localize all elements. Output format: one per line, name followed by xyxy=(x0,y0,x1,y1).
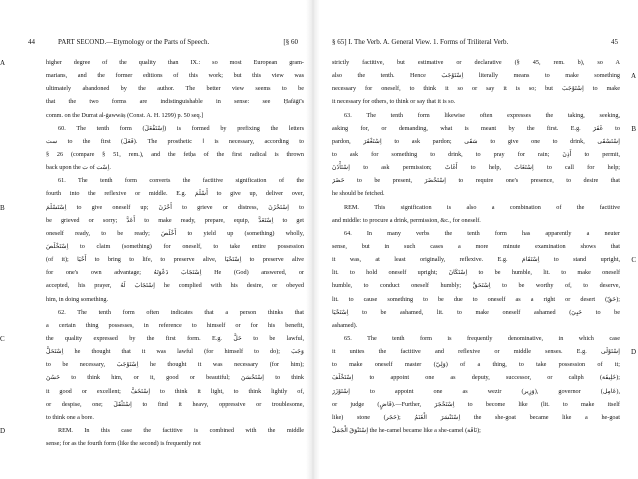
left-page-body xyxy=(46,56,304,450)
margin-letter: C xyxy=(631,256,636,265)
text-line: اِسْتَخْلَصَ to claim (something) for oneself, to take entire possession xyxy=(46,242,304,250)
text-line: marians, and the former editions of this work; but this view was xyxy=(46,72,304,80)
text-line: to ask for something to drink, to pray for rain; أَذِنَ to permit, xyxy=(332,150,620,158)
right-running-title: § 65] I. The Verb. A. General View. 1. Forms of Triliteral Verb. xyxy=(332,38,509,46)
text-line: ست to the first (فَعَلَ). The prosthetic ا is necessary, according to xyxy=(46,137,304,145)
text-line: اِسْتَخْلَفَ to appoint one as deputy, successor, or caliph (خَلِيفَة); xyxy=(332,374,620,382)
text-line: it necessary for others, to think or say that it is so. xyxy=(332,98,456,106)
text-line: اِسْتَأْذَنَ to ask permission; أَغَاثَ to help, اِسْتَغَاثَ to call for help; xyxy=(332,164,620,172)
margin-letter: B xyxy=(0,203,5,212)
text-line: lit. to hold oneself upright; اِسْتَكَانَ to be humble, lit. to make oneself xyxy=(332,269,620,277)
text-line: to think one a bore. xyxy=(46,413,94,421)
left-section-ref: [§ 60 xyxy=(283,38,298,46)
text-line: it was, at least originally, reflexive. E.g. اِسْتَقَامَ to stand upright, xyxy=(332,256,620,264)
right-page-body xyxy=(332,56,620,437)
text-line: REM. In this case the factitive is combined with the middle xyxy=(58,426,304,434)
text-line: sense; for as the fourth form (like the second) is frequently not xyxy=(46,440,201,448)
text-line: § 26 (compare § 51, rem.), and the fetḥa of the first radical is thrown xyxy=(46,150,304,158)
text-line: ashamed). xyxy=(332,321,358,329)
text-line: (of it); أَحْيَا to bring to life, to preserve alive, اِسْتَحْيَا to preserve alive xyxy=(46,256,304,264)
text-line: be grieved or sorry; أَعَدَّ to make ready, prepare, equip, اِسْتَعَدَّ to get xyxy=(46,216,304,224)
margin-letter: A xyxy=(630,72,636,81)
text-line: 65. The tenth form is frequently denominative, in which case xyxy=(344,334,620,342)
text-line: him, in doing something. xyxy=(46,295,109,303)
text-line: like) stone (حَجَر); اِسْتَنْسَرَ الْغَنَمُ the she-goat became like a he-goat xyxy=(332,413,620,421)
text-line: or judge (قَاضٍ).—Further, اِسْتَحْجَرَ to become like (lit. to make itself xyxy=(332,400,620,408)
book-gutter xyxy=(306,0,320,479)
text-line: asking for, or demanding, what is meant by the first. E.g. غَفَرَ to xyxy=(332,124,620,132)
right-page-number: 45 xyxy=(611,38,618,46)
text-line: he should be fetched. xyxy=(332,190,385,198)
text-line: 63. The tenth form likewise often expresses the taking, seeking, xyxy=(344,111,620,119)
text-line: humble, to conduct oneself humbly; اِسْتَحَقَّ to be worthy of, to deserve, xyxy=(332,282,620,290)
text-line: or despise, one; اِسْتَثْقَلَ to find it heavy, oppressive or troublesome, xyxy=(46,400,304,408)
text-line: necessary for oneself, to think it so or say it is so; but اِسْتَوْجَبَ to make xyxy=(332,85,620,93)
text-line: accepted, his prayer, اِسْتَجَابَ لَهُ he complied with his desire, or obeyed xyxy=(46,282,304,290)
text-line: fourth into the reflexive or middle. E.g. أَسْلَمَ to give up, deliver over, xyxy=(46,190,304,198)
text-line: it good or excellent; اِسْتَخَفَّ to think it light, to think lightly of, xyxy=(46,387,304,395)
text-line: that the two forms are indistinguishable in sense: see Ḥafāġī's xyxy=(46,98,304,106)
text-line: comm. on the Durrat al-ġawwāṣ (Const. A. H. 1299) p. 50 seq.] xyxy=(46,111,204,119)
text-line: 60. The tenth form (اِسْتَفْعَلَ) is formed by prefixing the letters xyxy=(58,124,304,132)
text-line: a certain thing possesses, in reference to himself or for his benefit, xyxy=(46,321,304,329)
left-page xyxy=(0,0,306,479)
text-line: and middle: to procure a drink, permission, &c., for oneself. xyxy=(332,216,481,224)
text-line: also the tenth. Hence اِسْتَوْجَبَ literally means to make something xyxy=(332,72,620,80)
margin-letter: D xyxy=(630,348,636,357)
text-line: حَسُنَ to think him, or it, good or beautiful; اِسْتَحْسَنَ to think xyxy=(46,374,304,382)
text-line: the quality expressed by the first form. E.g. حَلَّ to be lawful, xyxy=(46,334,304,342)
text-line: حَضَرَ to be present, اِسْتَحْضَرَ to require one's presence, to desire that xyxy=(332,177,620,185)
text-line: back upon the ت of اِسْت. xyxy=(46,164,111,172)
text-line: lit. to cause something to be due to oneself as a right or desert (حَقّ); xyxy=(332,295,620,303)
text-line: higher degree of the quality than IX.: so most European gram- xyxy=(46,59,304,66)
margin-letter: A xyxy=(0,59,6,67)
left-running-title: PART SECOND.—Etymology or the Parts of Speech. xyxy=(58,38,210,46)
text-line: strictly factitive, but estimative or declarative (§ 45, rem. b), so A xyxy=(332,59,620,66)
text-line: اِسْتَحْيَا to be ashamed, lit. to make oneself ashamed (حَيِيَ to be xyxy=(332,308,620,316)
margin-letter: B xyxy=(631,124,636,133)
text-line: اِسْتَوْزَرَ to appoint one as wezir (وَزِير), governor (عَامِل), xyxy=(332,387,620,395)
text-line: to be necessary, اِسْتَوْجَبَ he thought it was necessary (for him); xyxy=(46,361,304,369)
text-line: 61. The tenth form converts the factitive signification of the xyxy=(58,177,304,185)
text-line: اِسْتَنْوَقَ الْجَمَلُ the he-camel became like a she-camel (نَاقَة); xyxy=(332,426,481,434)
text-line: ultimately abandoned by the author. The better view seems to be xyxy=(46,85,304,93)
margin-letter: C xyxy=(0,335,5,344)
margin-letter: D xyxy=(0,427,6,436)
text-line: it unites the factitive and reflexive or middle senses. E.g. اِسْتَوْلَى xyxy=(332,348,620,356)
text-line: for one's own advantage; اِسْتَجَابَ دَعْوَتَهُ He (God) answered, or xyxy=(46,269,304,277)
text-line: to make oneself master (وَلِيّ) of a thing, to take possession of it; xyxy=(332,361,620,369)
left-page-number: 44 xyxy=(28,38,35,46)
text-line: 62. The tenth form often indicates that a person thinks that xyxy=(58,308,304,316)
right-page xyxy=(320,0,638,479)
text-line: pardon, اِسْتَغْفَرَ to ask pardon; سَقَى to give one to drink, اِسْتَسْقَى xyxy=(332,137,620,145)
text-line: 64. In many verbs the tenth form has apparently a neuter xyxy=(344,229,620,237)
text-line: اِسْتَسْلَمَ to give oneself up; أَحْزَنَ to grieve or distress, اِسْتَحْزَنَ to xyxy=(46,203,304,211)
text-line: اِسْتَحَلَّ he thought that it was lawful (for himself to do); وَجَبَ xyxy=(46,348,304,356)
text-line: sense, but in such cases a more minute examination shows that xyxy=(332,242,620,250)
text-line: oneself ready, to be ready; أَخْلَصَ to yield up (something) wholly, xyxy=(46,229,304,237)
text-line: REM. This signification is also a combination of the factitive xyxy=(344,203,620,211)
